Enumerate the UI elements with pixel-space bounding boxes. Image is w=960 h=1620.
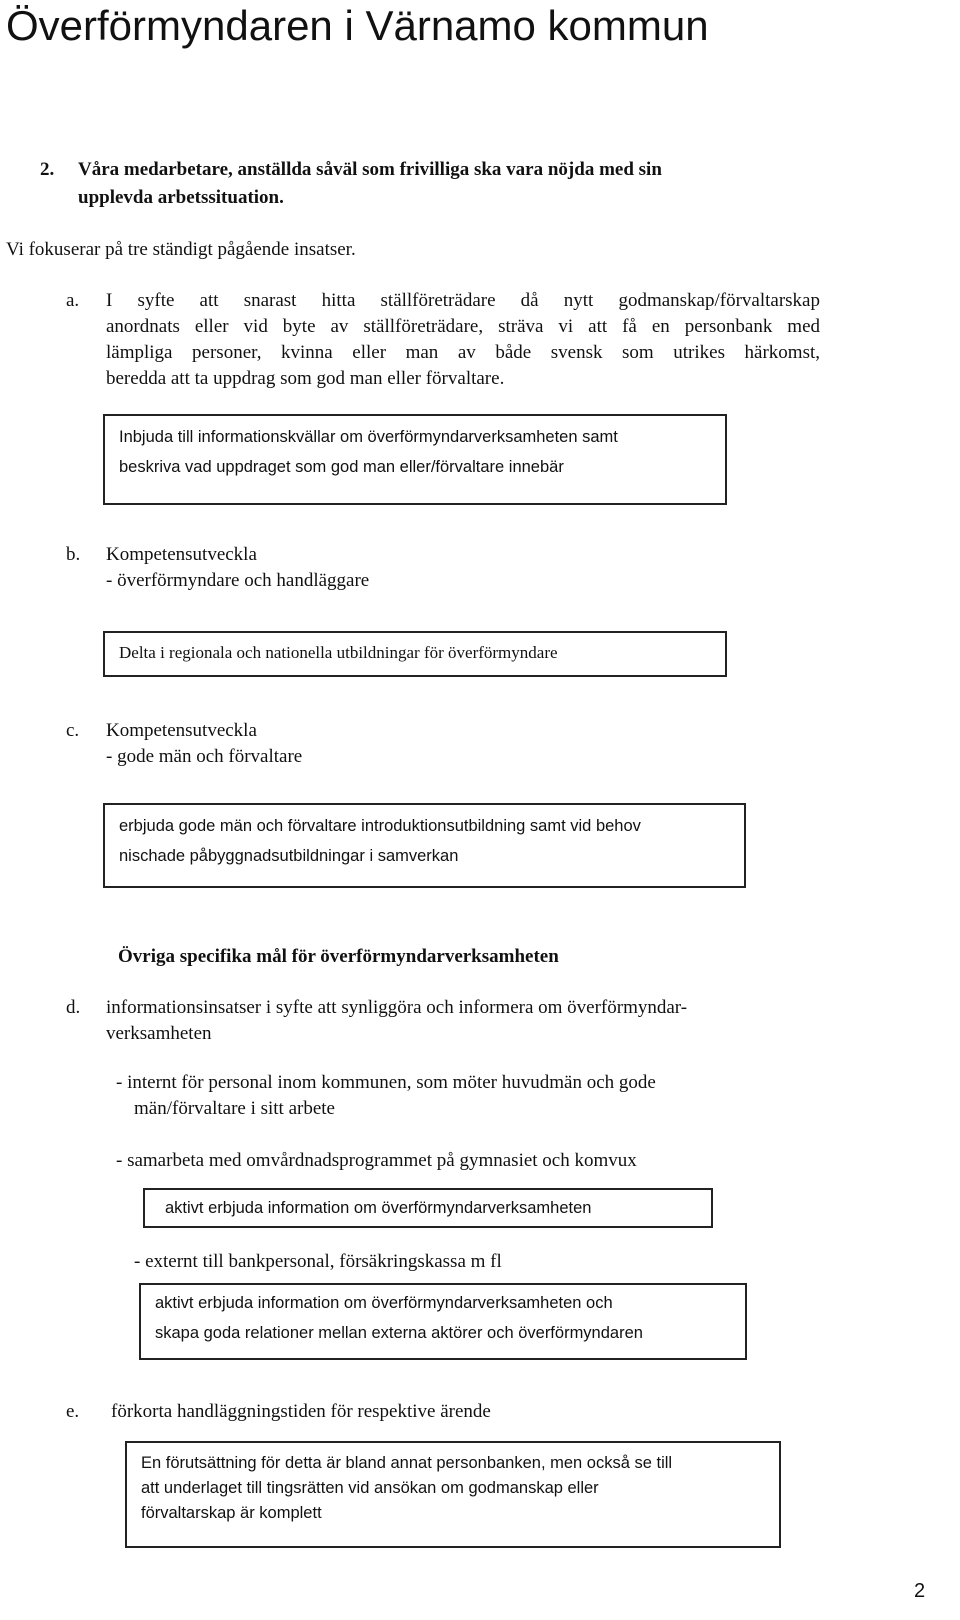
page-title: Överförmyndaren i Värnamo kommun [6,2,709,49]
item-a-box [103,414,727,505]
goal-number: 2. [40,159,55,180]
section-heading: Övriga specifika mål för överförmyndarverksamheten [118,946,559,967]
item-a-line1: I syfte att snarast hitta ställföreträdare då nytt godmanskap/förvaltarskap [106,290,820,311]
item-a-line4: beredda att ta uppdrag som god man eller förvaltare. [106,368,505,389]
item-d-line2: verksamheten [106,1023,212,1044]
item-d-box1-text: aktivt erbjuda information om överförmyndarverksamheten [165,1199,592,1217]
item-a-line2: anordnats eller vid byte av ställföreträdare, sträva vi att få en personbank med [106,316,820,337]
item-a-box-line1: Inbjuda till informationskvällar om överförmyndarverksamheten samt [119,428,618,446]
item-c-line1: Kompetensutveckla [106,720,257,741]
item-b-letter: b. [66,544,81,565]
item-d-external: - externt till bankpersonal, försäkringskassa m fl [134,1251,502,1272]
goal-text-line1: Våra medarbetare, anställda såväl som frivilliga ska vara nöjda med sin [78,159,662,180]
item-e-box-line1: En förutsättning för detta är bland annat personbanken, men också se till [141,1454,673,1472]
item-a-line3: lämpliga personer, kvinna eller man av både svensk som utrikes härkomst, [106,342,820,363]
item-a-letter: a. [66,290,80,311]
item-b-line1: Kompetensutveckla [106,544,257,565]
item-c-line2: - gode män och förvaltare [106,746,303,767]
item-c-letter: c. [66,720,80,741]
item-d-internal-line1: - internt för personal inom kommunen, som möter huvudmän och gode [116,1072,656,1093]
item-e-box [125,1441,781,1548]
item-c-box [103,803,746,888]
item-d-box2 [139,1283,747,1360]
item-b-box-text: Delta i regionala och nationella utbildningar för överförmyndare [119,643,558,662]
page-number: 2 [914,1580,926,1602]
item-d-box2-line2: skapa goda relationer mellan externa aktörer och överförmyndaren [155,1324,643,1342]
item-d-box1 [143,1188,713,1228]
item-d-cooperate: - samarbeta med omvårdnadsprogrammet på gymnasiet och komvux [116,1150,637,1171]
item-d-box2-line1: aktivt erbjuda information om överförmyndarverksamheten och [155,1294,613,1312]
item-e-letter: e. [66,1401,80,1422]
item-b-line2: - överförmyndare och handläggare [106,570,370,591]
goal-text-line2: upplevda arbetssituation. [78,187,284,208]
item-e-box-line3: förvaltarskap är komplett [141,1504,322,1522]
item-a-box-line2: beskriva vad uppdraget som god man eller/förvaltare innebär [119,458,564,476]
intro-text: Vi fokuserar på tre ständigt pågående insatser. [6,239,356,260]
item-d-internal-line2: män/förvaltare i sitt arbete [134,1098,335,1119]
item-d-line1: informationsinsatser i syfte att synliggöra och informera om överförmyndar- [106,997,688,1018]
item-e-line1: förkorta handläggningstiden för respektive ärende [111,1401,491,1422]
item-c-box-line1: erbjuda gode män och förvaltare introduktionsutbildning samt vid behov [119,817,641,835]
item-d-letter: d. [66,997,81,1018]
item-e-box-line2: att underlaget till tingsrätten vid ansökan om godmanskap eller [141,1479,599,1497]
item-b-box [103,631,727,677]
item-c-box-line2: nischade påbyggnadsutbildningar i samverkan [119,847,459,865]
